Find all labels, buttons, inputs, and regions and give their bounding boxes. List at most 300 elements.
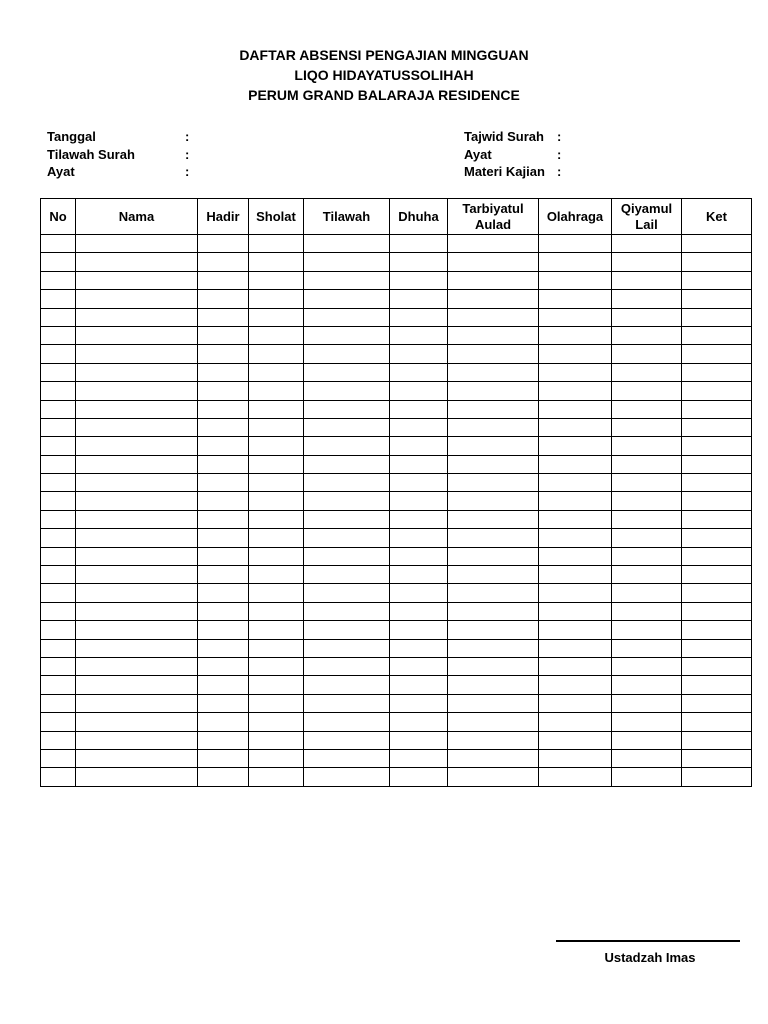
table-cell <box>448 363 539 381</box>
table-cell <box>390 474 448 492</box>
table-cell <box>41 290 76 308</box>
table-cell <box>41 731 76 749</box>
table-cell <box>448 768 539 786</box>
table-cell <box>448 345 539 363</box>
table-cell <box>304 749 390 767</box>
table-cell <box>612 290 682 308</box>
table-row <box>41 382 752 400</box>
table-row <box>41 290 752 308</box>
table-cell <box>198 547 249 565</box>
table-cell <box>448 694 539 712</box>
table-cell <box>539 235 612 253</box>
info-colon: : <box>557 146 562 162</box>
table-cell <box>448 290 539 308</box>
table-cell <box>249 455 304 473</box>
table-cell <box>682 584 752 602</box>
table-cell <box>682 694 752 712</box>
table-cell <box>41 621 76 639</box>
table-cell <box>41 418 76 436</box>
table-cell <box>41 694 76 712</box>
table-cell <box>390 437 448 455</box>
table-cell <box>612 676 682 694</box>
table-cell <box>198 510 249 528</box>
table-cell <box>304 474 390 492</box>
document-title <box>0 45 768 105</box>
table-cell <box>76 749 198 767</box>
signature-name: Ustadzah Imas <box>604 950 696 965</box>
info-colon: : <box>557 164 562 179</box>
table-cell <box>41 271 76 289</box>
table-cell <box>448 400 539 418</box>
table-cell <box>612 749 682 767</box>
table-cell <box>682 455 752 473</box>
table-cell <box>682 749 752 767</box>
table-cell <box>390 510 448 528</box>
table-cell <box>682 731 752 749</box>
column-header-dhuha: Dhuha <box>390 199 448 235</box>
info-label: Tilawah Surah <box>47 146 135 162</box>
table-cell <box>304 510 390 528</box>
table-row <box>41 694 752 712</box>
table-row <box>41 639 752 657</box>
table-cell <box>76 437 198 455</box>
table-cell <box>304 621 390 639</box>
table-cell <box>448 639 539 657</box>
column-header-hadir: Hadir <box>198 199 249 235</box>
table-cell <box>539 437 612 455</box>
table-cell <box>612 694 682 712</box>
table-row <box>41 345 752 363</box>
table-cell <box>198 602 249 620</box>
table-cell <box>539 639 612 657</box>
table-cell <box>249 308 304 326</box>
table-cell <box>390 566 448 584</box>
table-row <box>41 529 752 547</box>
table-row <box>41 253 752 271</box>
table-cell <box>539 455 612 473</box>
table-cell <box>448 308 539 326</box>
table-cell <box>249 437 304 455</box>
info-colon: : <box>185 129 190 144</box>
table-cell <box>249 474 304 492</box>
table-cell <box>448 492 539 510</box>
column-header-no: No <box>41 199 76 235</box>
table-cell <box>249 492 304 510</box>
table-cell <box>448 235 539 253</box>
table-cell <box>198 455 249 473</box>
table-cell <box>612 529 682 547</box>
table-cell <box>249 602 304 620</box>
table-cell <box>198 382 249 400</box>
table-cell <box>304 363 390 381</box>
table-cell <box>539 602 612 620</box>
table-cell <box>448 621 539 639</box>
table-cell <box>612 474 682 492</box>
table-cell <box>682 639 752 657</box>
table-cell <box>390 713 448 731</box>
table-cell <box>304 492 390 510</box>
table-cell <box>304 271 390 289</box>
table-cell <box>198 437 249 455</box>
table-cell <box>198 235 249 253</box>
table-cell <box>41 400 76 418</box>
table-cell <box>682 713 752 731</box>
table-cell <box>539 400 612 418</box>
table-cell <box>198 474 249 492</box>
table-cell <box>448 529 539 547</box>
table-cell <box>448 271 539 289</box>
table-cell <box>682 345 752 363</box>
table-cell <box>304 437 390 455</box>
table-cell <box>612 253 682 271</box>
table-cell <box>41 584 76 602</box>
table-cell <box>682 418 752 436</box>
table-cell <box>76 308 198 326</box>
table-cell <box>304 400 390 418</box>
table-cell <box>682 657 752 675</box>
table-cell <box>390 290 448 308</box>
table-cell <box>390 621 448 639</box>
table-cell <box>76 253 198 271</box>
table-cell <box>41 235 76 253</box>
table-cell <box>612 363 682 381</box>
table-cell <box>682 326 752 344</box>
table-cell <box>539 510 612 528</box>
table-cell <box>41 657 76 675</box>
table-cell <box>448 455 539 473</box>
title-line-2: LIQO HIDAYATUSSOLIHAH <box>294 67 474 83</box>
table-cell <box>612 584 682 602</box>
table-cell <box>304 547 390 565</box>
table-cell <box>198 363 249 381</box>
table-cell <box>390 639 448 657</box>
table-cell <box>249 382 304 400</box>
table-cell <box>198 566 249 584</box>
table-cell <box>682 253 752 271</box>
table-cell <box>539 290 612 308</box>
table-cell <box>539 657 612 675</box>
table-cell <box>448 676 539 694</box>
table-cell <box>539 253 612 271</box>
table-cell <box>612 455 682 473</box>
info-row-materi-kajian <box>464 163 567 181</box>
table-row <box>41 492 752 510</box>
attendance-table <box>40 198 752 787</box>
table-cell <box>41 768 76 786</box>
table-cell <box>76 621 198 639</box>
title-line-1: DAFTAR ABSENSI PENGAJIAN MINGGUAN <box>239 47 529 63</box>
table-cell <box>304 529 390 547</box>
table-cell <box>249 694 304 712</box>
table-cell <box>539 345 612 363</box>
table-cell <box>198 694 249 712</box>
table-cell <box>682 271 752 289</box>
table-cell <box>76 566 198 584</box>
table-cell <box>41 529 76 547</box>
table-cell <box>304 382 390 400</box>
table-cell <box>390 235 448 253</box>
column-header-nama: Nama <box>76 199 198 235</box>
table-cell <box>682 308 752 326</box>
table-cell <box>612 326 682 344</box>
table-cell <box>76 584 198 602</box>
signature-line <box>556 940 740 942</box>
table-row <box>41 713 752 731</box>
table-cell <box>682 602 752 620</box>
table-cell <box>76 510 198 528</box>
table-cell <box>304 713 390 731</box>
table-cell <box>390 418 448 436</box>
table-cell <box>682 566 752 584</box>
table-cell <box>76 731 198 749</box>
table-cell <box>682 363 752 381</box>
table-cell <box>612 235 682 253</box>
info-left-block <box>47 128 195 181</box>
table-row <box>41 418 752 436</box>
table-cell <box>539 418 612 436</box>
table-cell <box>198 713 249 731</box>
table-cell <box>304 290 390 308</box>
table-cell <box>304 768 390 786</box>
table-cell <box>249 566 304 584</box>
table-cell <box>539 363 612 381</box>
table-cell <box>76 271 198 289</box>
table-cell <box>539 713 612 731</box>
table-cell <box>76 639 198 657</box>
table-cell <box>41 510 76 528</box>
table-cell <box>76 345 198 363</box>
table-cell <box>612 382 682 400</box>
table-cell <box>76 363 198 381</box>
table-row <box>41 437 752 455</box>
table-cell <box>682 400 752 418</box>
table-row <box>41 749 752 767</box>
table-cell <box>76 602 198 620</box>
table-cell <box>41 566 76 584</box>
table-cell <box>41 676 76 694</box>
table-cell <box>198 492 249 510</box>
table-cell <box>198 584 249 602</box>
table-cell <box>76 676 198 694</box>
info-row-ayat-right <box>464 146 567 164</box>
table-cell <box>198 749 249 767</box>
table-cell <box>304 566 390 584</box>
table-cell <box>249 639 304 657</box>
table-cell <box>448 510 539 528</box>
table-cell <box>76 492 198 510</box>
table-cell <box>198 621 249 639</box>
table-cell <box>249 676 304 694</box>
table-cell <box>390 363 448 381</box>
table-cell <box>249 547 304 565</box>
table-cell <box>249 510 304 528</box>
table-cell <box>304 584 390 602</box>
table-cell <box>249 584 304 602</box>
table-cell <box>249 345 304 363</box>
table-cell <box>539 694 612 712</box>
table-cell <box>448 382 539 400</box>
table-cell <box>198 308 249 326</box>
info-row-ayat <box>47 163 195 181</box>
table-cell <box>41 437 76 455</box>
table-cell <box>539 749 612 767</box>
table-cell <box>448 418 539 436</box>
table-cell <box>390 676 448 694</box>
table-cell <box>41 492 76 510</box>
table-cell <box>612 418 682 436</box>
table-cell <box>682 290 752 308</box>
table-cell <box>448 437 539 455</box>
table-cell <box>198 326 249 344</box>
table-cell <box>612 308 682 326</box>
table-cell <box>249 621 304 639</box>
column-header-ket: Ket <box>682 199 752 235</box>
table-cell <box>612 657 682 675</box>
table-cell <box>41 345 76 363</box>
table-cell <box>682 547 752 565</box>
table-cell <box>198 418 249 436</box>
table-cell <box>539 584 612 602</box>
table-cell <box>539 474 612 492</box>
table-row <box>41 566 752 584</box>
table-cell <box>612 713 682 731</box>
table-header-row <box>41 199 752 235</box>
table-cell <box>41 749 76 767</box>
table-cell <box>198 639 249 657</box>
table-cell <box>539 547 612 565</box>
table-cell <box>390 602 448 620</box>
info-label: Ayat <box>464 146 492 162</box>
table-cell <box>304 326 390 344</box>
table-cell <box>682 768 752 786</box>
table-cell <box>304 345 390 363</box>
table-cell <box>539 566 612 584</box>
table-body <box>41 235 752 787</box>
table-cell <box>390 547 448 565</box>
table-cell <box>41 713 76 731</box>
column-header-olahraga: Olahraga <box>539 199 612 235</box>
column-header-qiyamul-lail: Qiyamul Lail <box>612 199 682 235</box>
table-cell <box>304 694 390 712</box>
table-cell <box>390 529 448 547</box>
info-colon: : <box>185 146 190 162</box>
table-cell <box>249 253 304 271</box>
table-cell <box>198 768 249 786</box>
table-cell <box>448 713 539 731</box>
table-cell <box>249 418 304 436</box>
table-cell <box>76 694 198 712</box>
table-row <box>41 235 752 253</box>
table-cell <box>390 345 448 363</box>
table-cell <box>249 290 304 308</box>
table-cell <box>198 253 249 271</box>
table-cell <box>76 768 198 786</box>
table-cell <box>304 455 390 473</box>
table-cell <box>304 676 390 694</box>
table-cell <box>41 382 76 400</box>
table-cell <box>304 657 390 675</box>
table-cell <box>539 382 612 400</box>
table-row <box>41 676 752 694</box>
table-cell <box>41 547 76 565</box>
table-cell <box>249 529 304 547</box>
table-cell <box>682 437 752 455</box>
table-cell <box>76 529 198 547</box>
table-cell <box>41 253 76 271</box>
table-cell <box>539 731 612 749</box>
table-cell <box>304 253 390 271</box>
table-cell <box>249 657 304 675</box>
info-colon: : <box>185 164 190 179</box>
table-cell <box>448 584 539 602</box>
table-cell <box>390 492 448 510</box>
table-cell <box>448 731 539 749</box>
table-cell <box>612 639 682 657</box>
column-header-tarbiyatul-aulad: Tarbiyatul Aulad <box>448 199 539 235</box>
table-cell <box>390 253 448 271</box>
table-cell <box>249 731 304 749</box>
table-cell <box>390 382 448 400</box>
table-cell <box>390 749 448 767</box>
info-label: Ayat <box>47 164 75 179</box>
table-cell <box>198 290 249 308</box>
table-cell <box>249 235 304 253</box>
table-cell <box>612 768 682 786</box>
table-cell <box>249 363 304 381</box>
table-cell <box>304 639 390 657</box>
table-cell <box>682 676 752 694</box>
table-cell <box>390 584 448 602</box>
table-cell <box>76 400 198 418</box>
info-right-block <box>464 128 567 181</box>
info-label: Tajwid Surah <box>464 129 544 144</box>
table-cell <box>390 271 448 289</box>
table-cell <box>612 400 682 418</box>
table-cell <box>612 621 682 639</box>
table-cell <box>612 492 682 510</box>
table-cell <box>76 418 198 436</box>
info-label: Tanggal <box>47 129 96 144</box>
table-cell <box>448 657 539 675</box>
table-cell <box>539 768 612 786</box>
table-cell <box>249 749 304 767</box>
table-cell <box>539 326 612 344</box>
table-cell <box>304 308 390 326</box>
table-cell <box>612 271 682 289</box>
info-row-tilawah-surah <box>47 146 195 164</box>
table-cell <box>41 602 76 620</box>
table-cell <box>41 363 76 381</box>
table-cell <box>539 308 612 326</box>
table-cell <box>76 455 198 473</box>
column-header-tilawah: Tilawah <box>304 199 390 235</box>
table-row <box>41 621 752 639</box>
title-line-3: PERUM GRAND BALARAJA RESIDENCE <box>248 87 520 103</box>
table-cell <box>41 474 76 492</box>
table-cell <box>41 326 76 344</box>
table-cell <box>249 713 304 731</box>
table-cell <box>76 290 198 308</box>
table-cell <box>249 271 304 289</box>
table-row <box>41 731 752 749</box>
table-row <box>41 602 752 620</box>
table-cell <box>76 547 198 565</box>
table-cell <box>448 474 539 492</box>
table-cell <box>612 731 682 749</box>
table-cell <box>249 768 304 786</box>
table-row <box>41 271 752 289</box>
table-cell <box>612 566 682 584</box>
